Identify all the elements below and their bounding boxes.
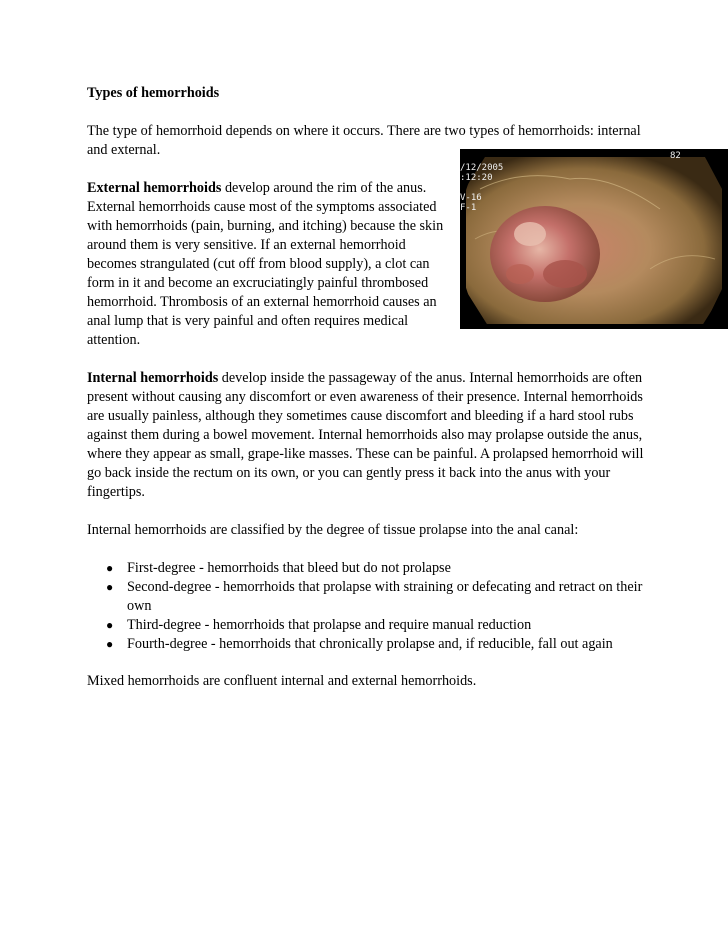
internal-paragraph	[87, 369, 647, 502]
document-title: Types of hemorrhoids	[87, 85, 220, 101]
external-term: External hemorrhoids	[87, 180, 222, 196]
bullet-icon: ●	[106, 561, 114, 575]
overlay-date: /12/2005	[460, 163, 504, 173]
list-item	[106, 578, 647, 616]
list-item	[106, 616, 647, 635]
internal-text: develop inside the passageway of the anus. Internal hemorrhoids are often present without causing any discomfort or even awareness of their presence. Internal hemorrhoids are usually painless, although they sometimes cause discomfort and bleeding if a hard stool rubs against them during a bowel movement. Internal hemorrhoids also may prolapse outside the anus, where they appear as small, grape-like masses. These can be painful. A prolapsed hemorrhoid will go back inside the rectum on its own, or you can gently press it back into the anus with your fingertips.	[87, 370, 644, 500]
list-item-text: Fourth-degree - hemorrhoids that chronically prolapse and, if reducible, fall out again	[127, 636, 613, 652]
overlay-f: F-1	[460, 203, 477, 213]
internal-term: Internal hemorrhoids	[87, 370, 219, 386]
document-page	[87, 84, 681, 710]
list-item-text: First-degree - hemorrhoids that bleed but do not prolapse	[127, 560, 451, 576]
list-item-text: Third-degree - hemorrhoids that prolapse and require manual reduction	[127, 617, 532, 633]
overlay-v: V-16	[460, 193, 482, 203]
list-item-text: Second-degree - hemorrhoids that prolapse with straining or defecating and retract on their own	[127, 579, 643, 614]
classification-intro: Internal hemorrhoids are classified by the degree of tissue prolapse into the anal canal:	[87, 522, 579, 538]
degree-list	[87, 559, 647, 654]
overlay-number: 82	[670, 151, 681, 161]
external-paragraph	[87, 179, 457, 350]
endoscopy-image	[460, 149, 728, 329]
endoscopy-picture	[460, 149, 728, 329]
bullet-icon: ●	[106, 618, 114, 632]
mixed-paragraph: Mixed hemorrhoids are confluent internal and external hemorrhoids.	[87, 673, 477, 689]
list-item	[106, 635, 647, 654]
list-item	[106, 559, 647, 578]
external-section	[87, 151, 681, 350]
intro-paragraph: The type of hemorrhoid depends on where it occurs. There are two types of hemorrhoids: internal and external.	[87, 123, 641, 158]
bullet-icon: ●	[106, 637, 114, 651]
external-text: develop around the rim of the anus. External hemorrhoids cause most of the symptoms associated with hemorrhoids (pain, burning, and itching) because the skin around them is very sensitive. If an external hemorrhoid becomes strangulated (cut off from blood supply), a clot can form in it and become an excruciatingly painful thrombosed hemorrhoid. Thrombosis of an external hemorrhoid causes an anal lump that is very painful and often requires medical attention.	[87, 180, 444, 348]
overlay-time: :12:20	[460, 173, 493, 183]
bullet-icon: ●	[106, 580, 114, 594]
